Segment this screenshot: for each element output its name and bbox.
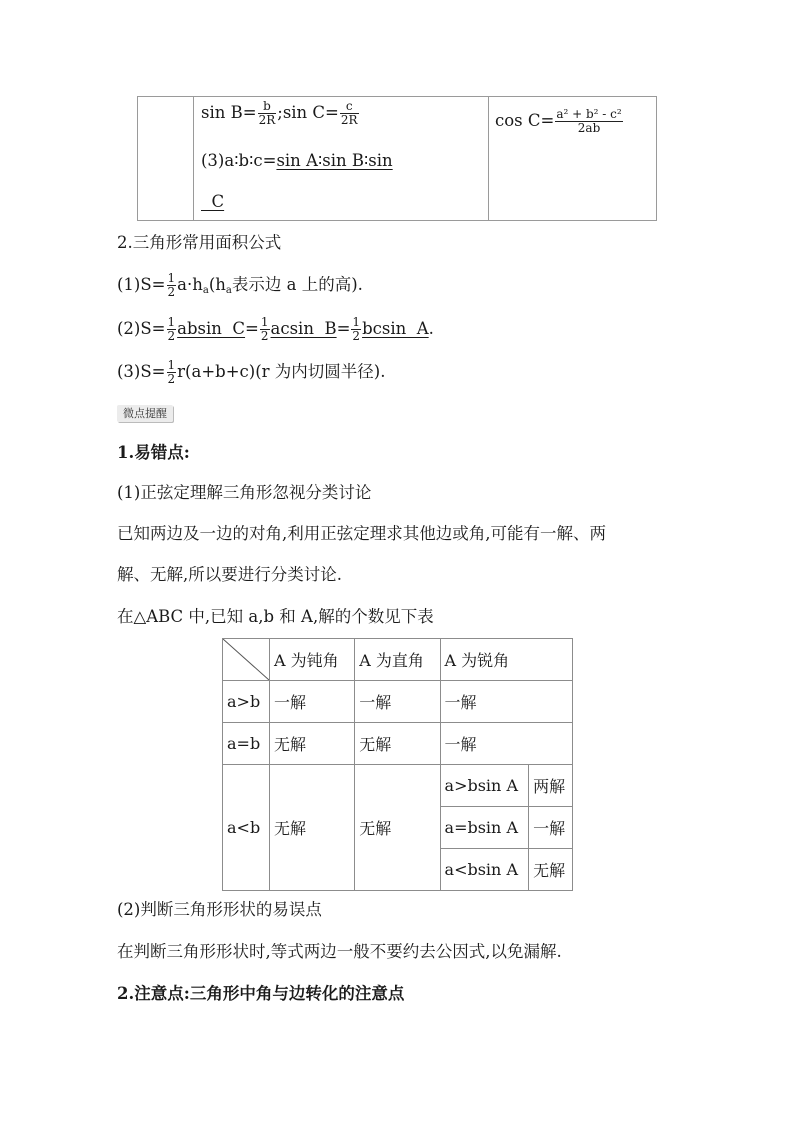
pitfalls-heading: 1.易错点: (117, 443, 190, 462)
ratio-answer: sin A∶sin B∶sin (276, 151, 393, 170)
sinC-prefix: sin C= (282, 103, 339, 122)
cosC-fraction: $\frac{\text{a² + b² - c²}}{2ab}$ (556, 107, 622, 135)
row-label: a<b (223, 765, 270, 891)
sinB-fraction: $\frac{b}{2R}$ (258, 99, 276, 127)
table-row: a<b 无解 无解 a>bsin A 两解 (223, 765, 573, 807)
cosine-law-formula: cos C= $\frac{\text{a² + b² - c²}}{2ab}$ (495, 107, 622, 135)
notes-heading: 2.注意点:三角形中角与边转化的注意点 (117, 984, 405, 1003)
tip-badge: 微点提醒 (117, 402, 173, 421)
solution-count-table (222, 638, 573, 891)
diagonal-header-cell (223, 639, 270, 681)
pitfall-1-text-line2: 解、无解,所以要进行分类讨论. (117, 565, 342, 584)
header-obtuse: A 为钝角 (270, 639, 355, 681)
table-row: a=b 无解 无解 一解 (223, 723, 573, 765)
ratio-answer-continued: C (201, 192, 225, 211)
area-formula-2: (2)S= $\frac{1}{2}$ absin C= $\frac{1}{2}$ acsin B= $\frac{1}{2}$ bcsin A. (117, 315, 434, 343)
sine-law-formulas: sin B= $\frac{b}{2R}$ ;sin C= $\frac{c}{2R}$ (201, 99, 358, 127)
sub-result: 一解 (529, 807, 573, 849)
pitfall-2-text: 在判断三角形形状时,等式两边一般不要约去公因式,以免漏解. (117, 942, 562, 961)
pitfall-1-title: (1)正弦定理解三角形忽视分类讨论 (117, 483, 372, 502)
sub-condition: a=bsin A (440, 807, 529, 849)
sub-condition: a>bsin A (440, 765, 529, 807)
area-formula-3: (3)S= $\frac{1}{2}$ r(a+b+c)(r 为内切圆半径). (117, 358, 386, 386)
table-header-row (223, 639, 573, 681)
area-formula-1: (1)S= $\frac{1}{2}$ $a\cdot h_a(h_a$表示边 a 上的高). (117, 271, 363, 299)
pitfall-2-title: (2)判断三角形形状的易误点 (117, 900, 322, 919)
ratio-formula: (3)a∶b∶c=sin A∶sin B∶sin (201, 151, 393, 170)
area-heading: 2.三角形常用面积公式 (117, 233, 282, 252)
sub-result: 两解 (529, 765, 573, 807)
header-right: A 为直角 (355, 639, 440, 681)
pitfall-1-text-line1: 已知两边及一边的对角,利用正弦定理求其他边或角,可能有一解、两 (117, 524, 606, 543)
row-label: a=b (223, 723, 270, 765)
cases-intro: 在△ABC 中,已知 a,b 和 A,解的个数见下表 (117, 607, 434, 626)
sinC-fraction: $\frac{c}{2R}$ (340, 99, 358, 127)
sinB-prefix: sin B= (201, 103, 257, 122)
sub-result: 无解 (529, 849, 573, 891)
diagonal-line (223, 639, 269, 680)
header-acute: A 为锐角 (440, 639, 572, 681)
table-row: a>b 一解 一解 一解 (223, 681, 573, 723)
row-label: a>b (223, 681, 270, 723)
sub-condition: a<bsin A (440, 849, 529, 891)
